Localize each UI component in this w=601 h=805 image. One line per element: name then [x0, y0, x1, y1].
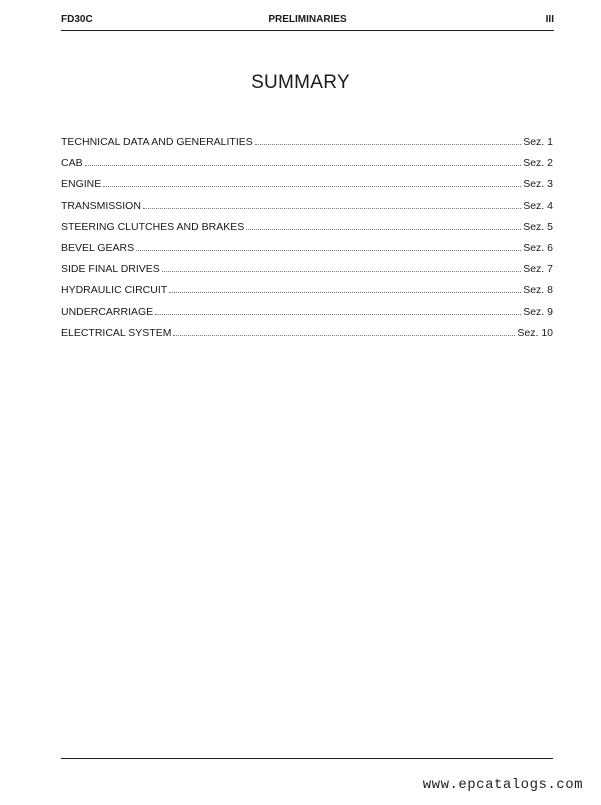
- toc-entry-transmission[interactable]: [61, 200, 553, 221]
- section-title: PRELIMINARIES: [268, 14, 347, 25]
- toc-entry-section: Sez. 4: [523, 199, 553, 212]
- toc-entry-name: STEERING CLUTCHES AND BRAKES: [61, 220, 245, 233]
- toc-entry-name: CAB: [61, 157, 83, 170]
- toc-entry-name: UNDERCARRIAGE: [61, 305, 154, 318]
- toc-entry-name: HYDRAULIC CIRCUIT: [61, 284, 168, 297]
- dot-leader: [143, 208, 521, 209]
- toc-entry-section: Sez. 9: [523, 305, 553, 318]
- toc-entry-name: BEVEL GEARS: [61, 241, 135, 254]
- dot-leader: [173, 335, 515, 336]
- toc-entry-section: Sez. 8: [523, 284, 553, 297]
- footer-divider: [61, 758, 553, 759]
- toc-entry-section: Sez. 2: [523, 157, 553, 170]
- dot-leader: [162, 271, 521, 272]
- dot-leader: [246, 229, 521, 230]
- toc-entry-name: TRANSMISSION: [61, 199, 141, 212]
- page-header: [61, 14, 554, 28]
- toc-entry-electrical-system[interactable]: [61, 327, 553, 348]
- toc-entry-section: Sez. 3: [523, 178, 553, 191]
- dot-leader: [255, 144, 521, 145]
- toc-entry-name: TECHNICAL DATA AND GENERALITIES: [61, 136, 253, 148]
- toc-entry-hydraulic-circuit[interactable]: [61, 284, 553, 305]
- toc-entry-bevel-gears[interactable]: [61, 242, 553, 263]
- toc-entry-steering-clutches[interactable]: [61, 221, 553, 242]
- toc-entry-section: Sez. 1: [523, 136, 553, 148]
- toc-entry-name: SIDE FINAL DRIVES: [61, 263, 160, 276]
- watermark: www.epcatalogs.com: [422, 777, 583, 793]
- table-of-contents: [61, 136, 553, 348]
- page-title: SUMMARY: [251, 72, 350, 93]
- toc-entry-cab[interactable]: [61, 157, 553, 178]
- toc-entry-section: Sez. 5: [523, 220, 553, 233]
- toc-entry-side-final-drives[interactable]: [61, 263, 553, 284]
- dot-leader: [169, 292, 521, 293]
- toc-entry-engine[interactable]: [61, 178, 553, 199]
- dot-leader: [85, 165, 522, 166]
- toc-entry-name: ENGINE: [61, 178, 102, 191]
- toc-entry-section: Sez. 10: [517, 326, 553, 339]
- toc-entry-name: ELECTRICAL SYSTEM: [61, 326, 172, 339]
- dot-leader: [155, 314, 521, 315]
- toc-entry-section: Sez. 6: [523, 241, 553, 254]
- dot-leader: [136, 250, 521, 251]
- model-label: FD30C: [61, 14, 93, 25]
- page-number: III: [545, 14, 554, 25]
- toc-entry-undercarriage[interactable]: [61, 306, 553, 327]
- toc-entry-section: Sez. 7: [523, 263, 553, 276]
- toc-entry-technical-data[interactable]: [61, 136, 553, 157]
- dot-leader: [103, 186, 521, 187]
- header-divider: [61, 30, 554, 31]
